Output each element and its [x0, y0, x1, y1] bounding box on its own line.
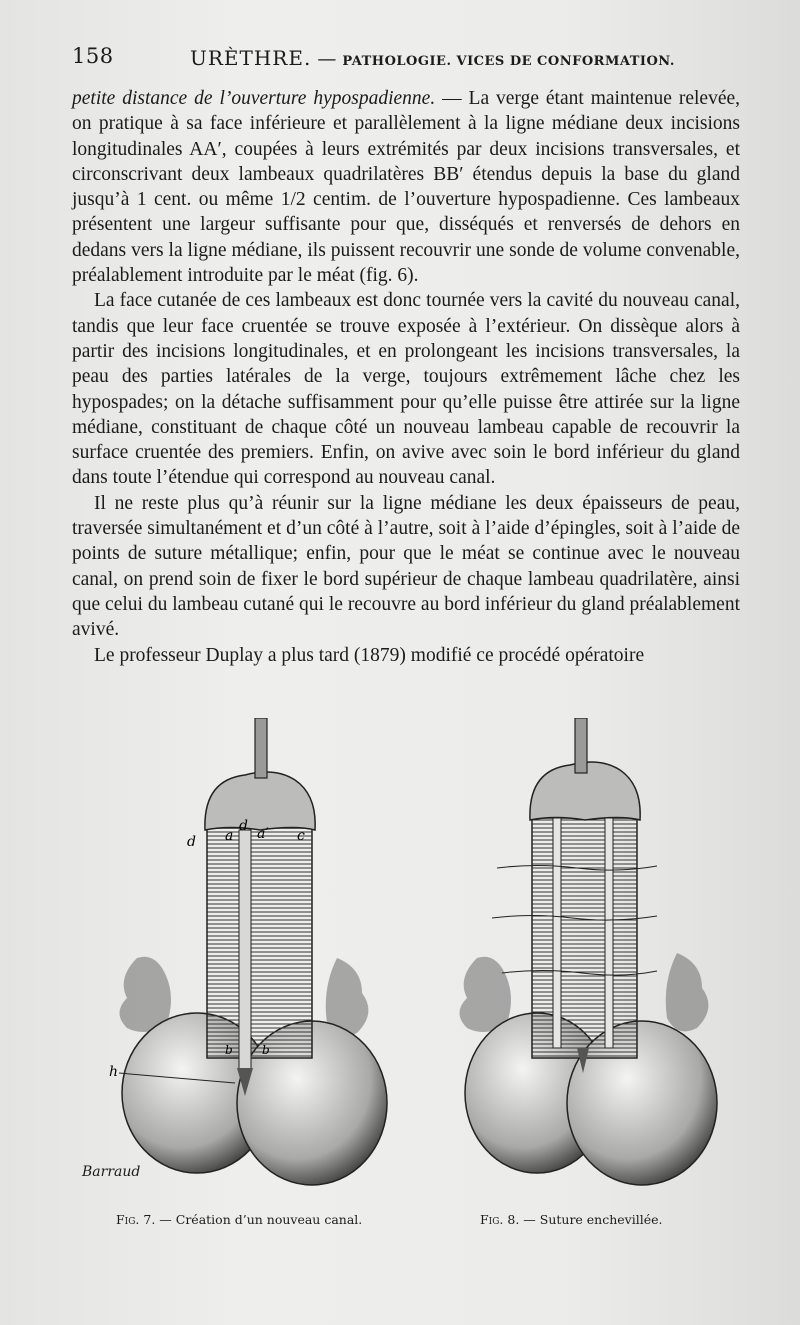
- figure-8-caption: [480, 1212, 663, 1227]
- figure-7-letter-b2: b: [262, 1043, 270, 1057]
- figure-7-letter-d2: d: [239, 818, 248, 834]
- paragraph: [72, 491, 740, 643]
- paragraph-text: Il ne reste plus qu’à réunir sur la ligne médiane les deux épaisseurs de peau, traversée simultanément et d’un côté à l’autre, soit à l’aide d’épingles, soit à l’aide de points de suture métallique; enfin, pour que le méat se continue avec le nouveau canal, on prend soin de fixer le bord supérieur de chaque lambeau quadrilatère, ainsi que celui du lambeau cutané qui le recouvre au bord inférieur du gland préalablement avivé.: [72, 492, 740, 641]
- figure-8-caption-text: — Suture enchevillée.: [523, 1212, 663, 1227]
- body-text: [72, 86, 740, 668]
- page-header: [72, 44, 740, 74]
- page-number: 158: [72, 44, 114, 68]
- figure-7-letter-a-prime: a′: [257, 826, 269, 842]
- figure-7-label: Fig. 7.: [116, 1212, 156, 1227]
- figure-7-caption-text: — Création d’un nouveau canal.: [159, 1212, 363, 1227]
- figure-7-letter-h: h: [109, 1064, 119, 1080]
- paragraph-text: La face cutanée de ces lambeaux est donc tournée vers la cavité du nouveau canal, tandis que leur face cruentée se trouve exposée à l’extérieur. On dissèque alors à partir des incisions longitudinales, et en prolongeant les incisions transversales, la peau des parties latérales de la verge, toujours extrêmement lâche chez les hypospades; on la détache suffisamment pour qu’elle puisse être attirée sur la ligne médiane, constituant de chaque côté un nouveau lambeau capable de recouvrir la surface cruentée des premiers. Enfin, on avive avec soin le bord inférieur du gland dans toute l’étendue qui correspond au nouveau canal.: [72, 290, 740, 489]
- italic-lead: petite distance de l’ouverture hypospadienne.: [72, 88, 436, 109]
- figure-8-illustration: [457, 718, 737, 1198]
- figures: [72, 718, 740, 1208]
- running-head-subtitle: PATHOLOGIE. VICES DE CONFORMATION.: [342, 54, 675, 69]
- paragraph-text: Le professeur Duplay a plus tard (1879) modifié ce procédé opératoire: [94, 644, 645, 666]
- paragraph: [72, 643, 740, 668]
- paragraph-text: — La verge étant maintenue relevée, on pratique à sa face inférieure et parallèlement à la ligne médiane deux incisions longitudinales AA′, coupées à leurs extrémités par deux incisions transversales, et circonscrivant deux lambeaux quadrilatères BB′ étendus depuis la base du gland jusqu’à 1 cent. ou même 1/2 centim. de l’ouverture hypospadienne. Ces lambeaux présentent une largeur suffisante pour que, disséqués et renversés de dehors en dedans vers la ligne médiane, ils puissent recouvrir une sonde de volume convenable, préalablement introduite par le méat (fig. 6).: [72, 88, 741, 287]
- paragraph: [72, 288, 740, 490]
- figure-7-letter-d: d: [187, 834, 196, 850]
- figure-7-caption: [116, 1212, 362, 1227]
- paragraph: [72, 86, 740, 288]
- figure-8-label: Fig. 8.: [480, 1212, 520, 1227]
- illustrator-signature: Barraud: [82, 1164, 141, 1180]
- running-head: [190, 46, 675, 70]
- figure-7-letter-c: c: [297, 828, 305, 844]
- figure-7-letter-a: a: [225, 828, 234, 844]
- running-head-separator: —: [317, 48, 337, 70]
- running-head-title: URÈTHRE.: [190, 46, 312, 70]
- figure-7-letter-b: b: [225, 1043, 233, 1057]
- figure-7-illustration: [107, 718, 407, 1198]
